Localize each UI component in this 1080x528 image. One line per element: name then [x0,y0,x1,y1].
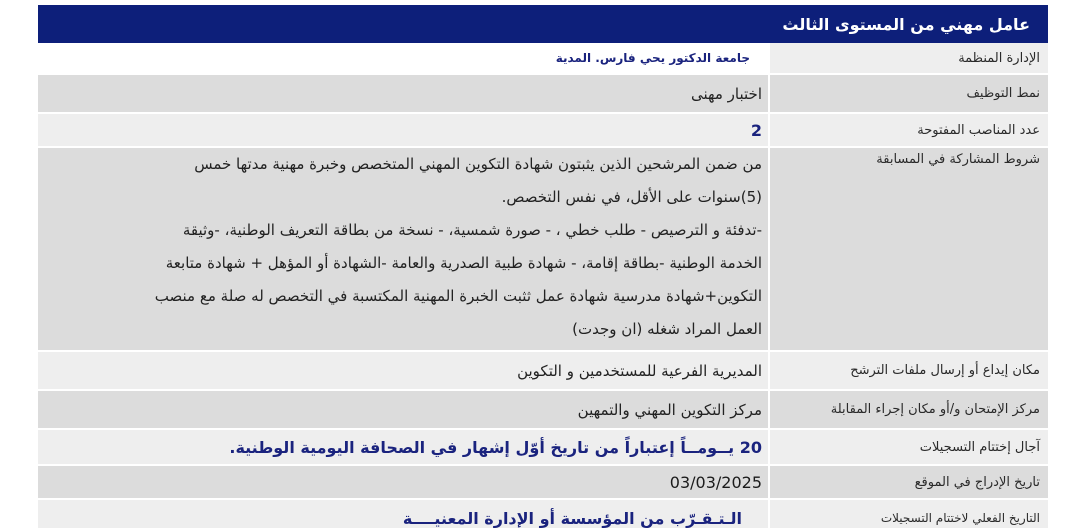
value-actual-close: الـتـقـرّب من المؤسسة أو الإدارة المعنيــــة [38,500,770,528]
row-exam-center [38,391,1048,430]
value-posted: 03/03/2025 [38,466,770,498]
row-conditions [38,148,1048,352]
job-listing-card [38,5,1048,528]
label-positions: عدد المناصب المفتوحة [770,114,1048,146]
label-deadline: آجال إختتام التسجيلات [770,430,1048,464]
value-positions: 2 [38,114,770,146]
conditions-line: من ضمن المرشحين الذين يثبتون شهادة التكوين المهني المتخصص وخبرة مهنية مدتها خمس [194,155,762,173]
row-deadline [38,430,1048,466]
conditions-line: -تدفئة و الترصيص - طلب خطي ، - صورة شمسية، - نسخة من بطاقة التعريف الوطنية، -وثيقة [182,221,762,239]
job-title: عامل مهني من المستوى الثالث [782,14,1030,34]
conditions-line: التكوين+شهادة مدرسية شهادة عمل ثثبت الخبرة المهنية المكتسبة في التخصص له صلة مع منصب [154,287,762,305]
label-conditions: شروط المشاركة في المسابقة [770,148,1048,350]
row-submission [38,352,1048,391]
label-recruitment: نمط التوظيف [770,75,1048,112]
row-recruitment [38,75,1048,114]
label-organizer: الإدارة المنظمة [770,43,1048,73]
conditions-line: (5)سنوات على الأقل، في نفس التخصص. [501,188,762,206]
row-organizer [38,43,1048,75]
conditions-line: الخدمة الوطنية -بطاقة إقامة، - شهادة طبية الصدرية والعامة -الشهادة أو المؤهل + شهادة متابعة [165,254,762,272]
label-posted: تاريخ الإدراج في الموقع [770,466,1048,498]
value-deadline: 20 يــومــاً إعتباراً من تاريخ أوّل إشهار في الصحافة اليومية الوطنية. [38,430,770,464]
label-submission: مكان إيداع أو إرسال ملفات الترشح [770,352,1048,389]
value-submission: المديرية الفرعية للمستخدمين و التكوين [38,352,770,389]
job-title-bar [38,5,1048,43]
conditions-line: العمل المراد شغله (ان وجدت) [572,320,762,338]
value-recruitment: اختبار مهنى [38,75,770,112]
label-exam-center: مركز الإمتحان و/أو مكان إجراء المقابلة [770,391,1048,428]
row-positions [38,114,1048,148]
value-organizer: جامعة الدكتور يحي فارس. المدية [38,43,770,73]
label-actual-close: التاريخ الفعلي لاختتام التسجيلات [770,500,1048,528]
row-posted [38,466,1048,500]
row-actual-close [38,500,1048,528]
value-exam-center: مركز التكوين المهني والتمهين [38,391,770,428]
value-conditions [38,148,770,350]
